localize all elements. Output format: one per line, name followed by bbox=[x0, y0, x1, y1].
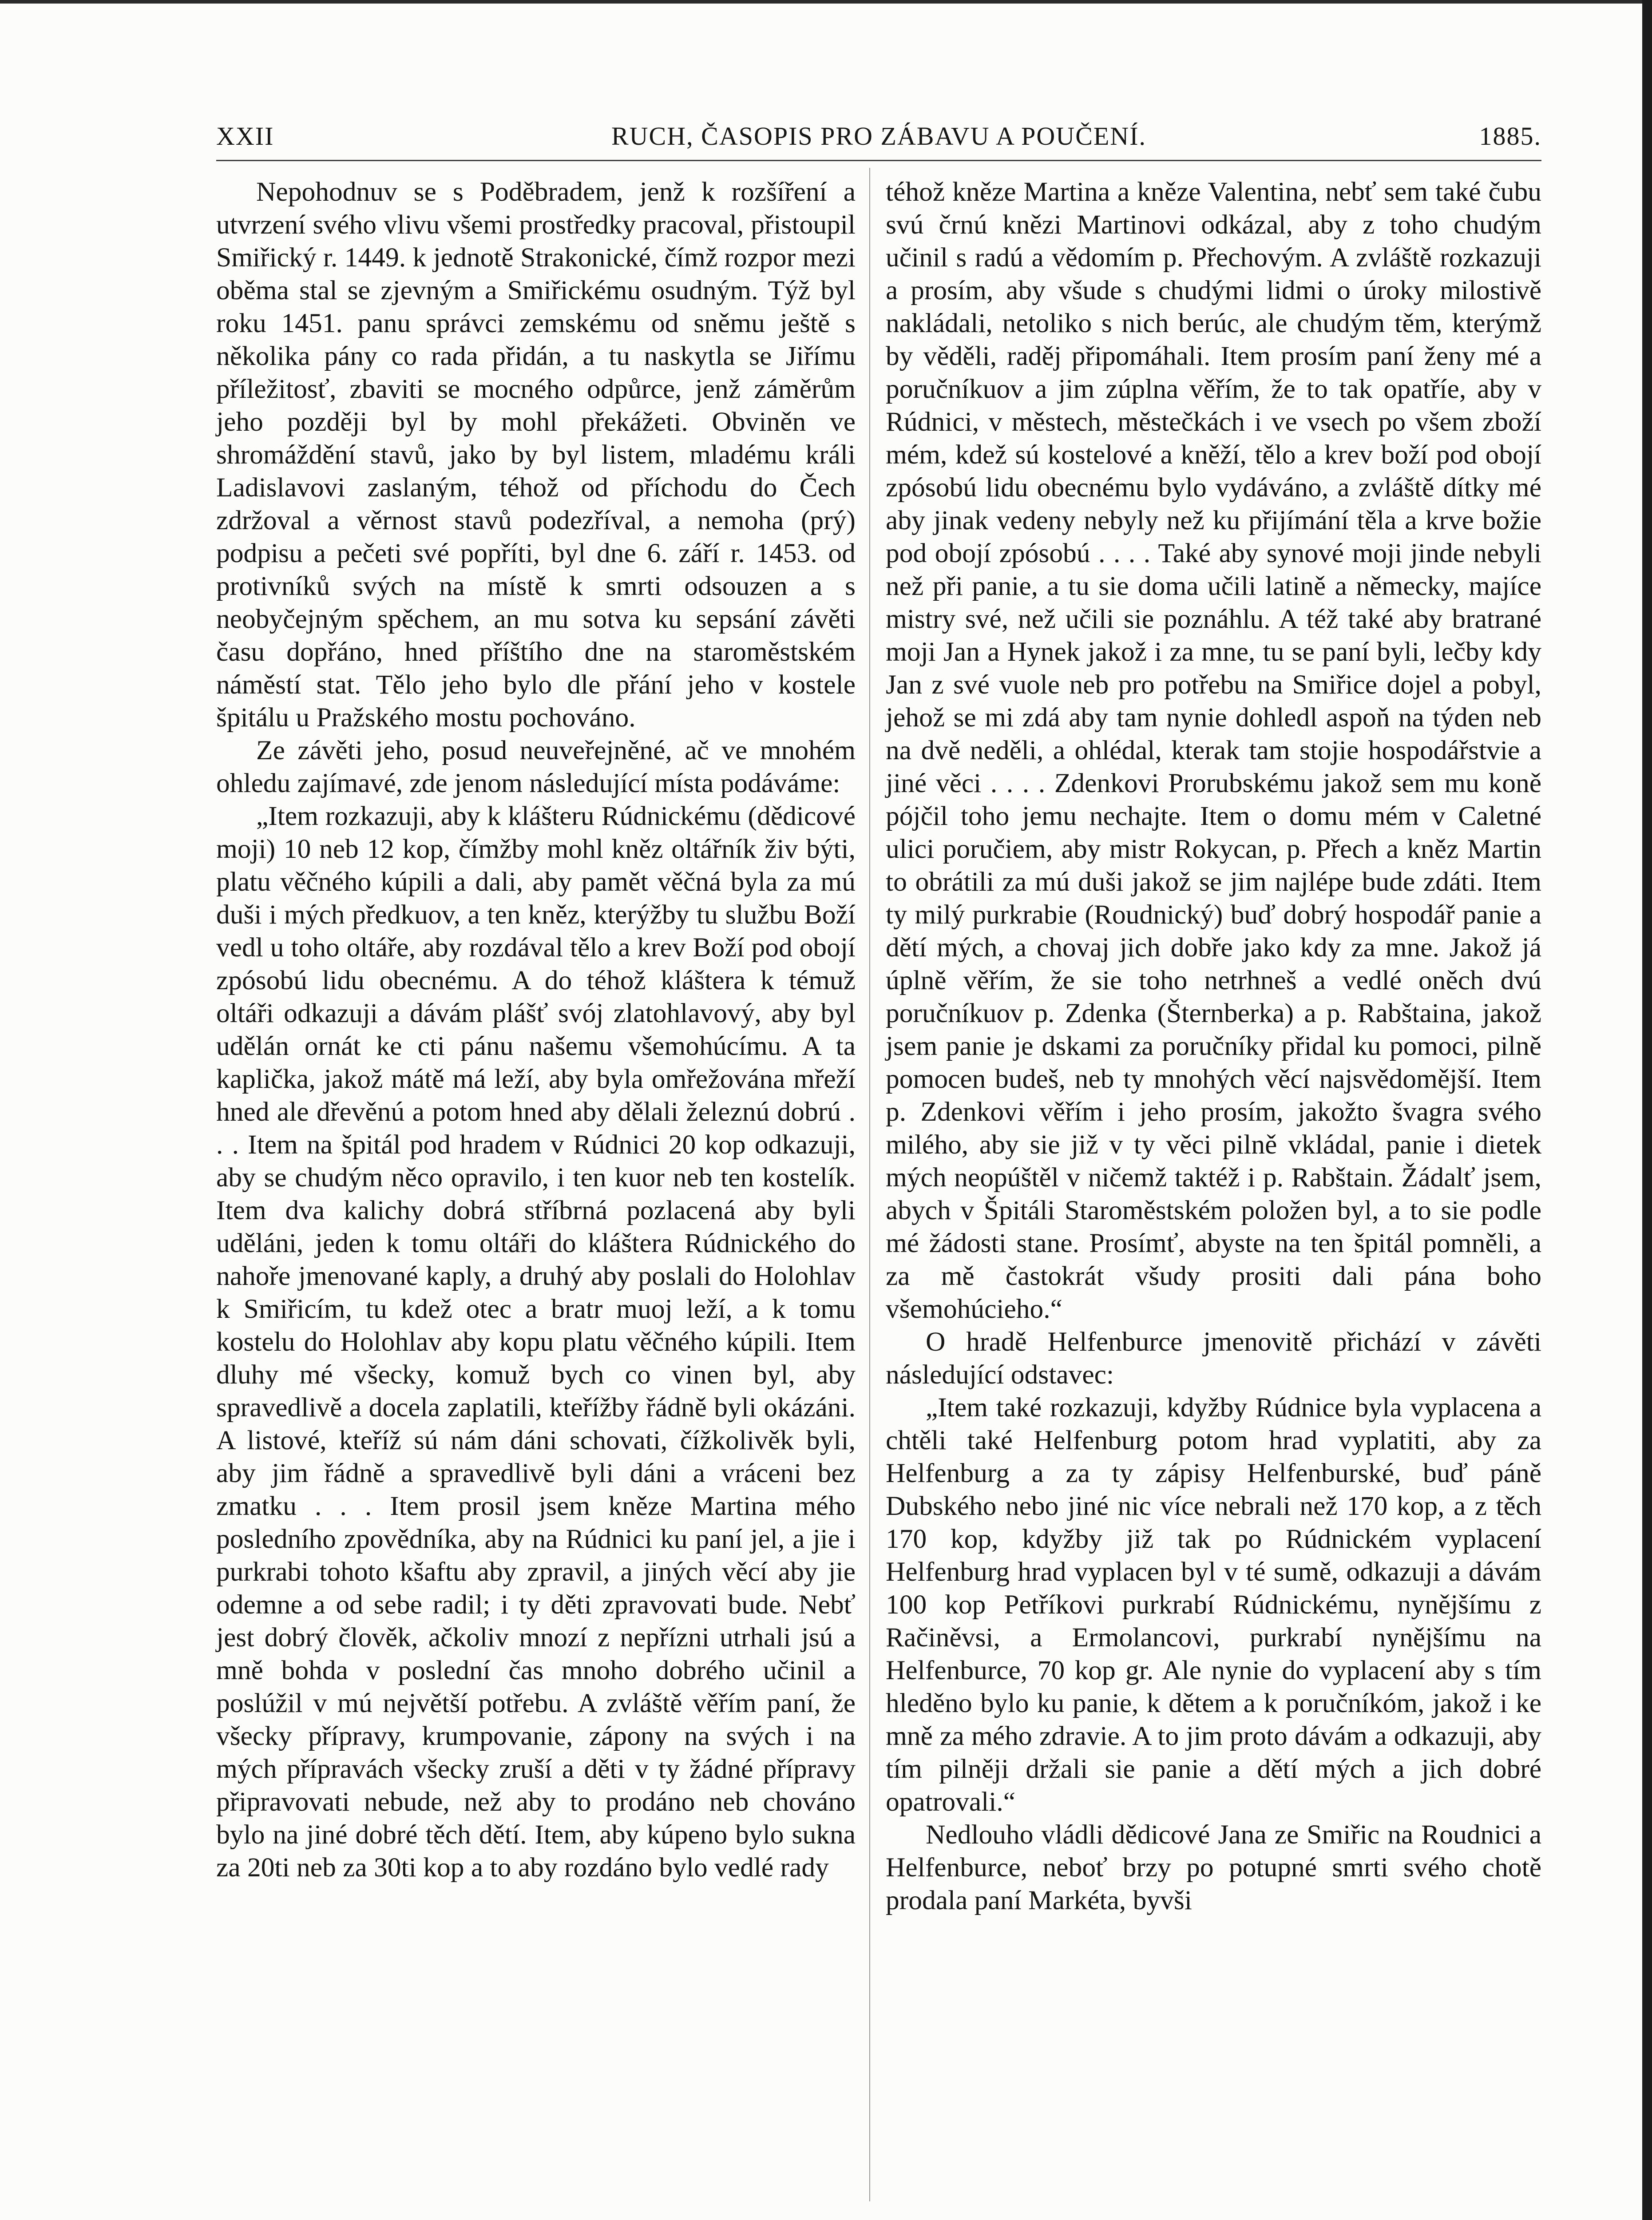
paragraph: „Item také rozkazuji, kdyžby Rúdnice byla vyplacena a chtěli také Helfenburg potom hrad vyplatiti, aby za Helfenburg a za ty zápisy Helfenburské, buď páně Dubského nebo jiné nic více nebrali než 170 kop, a z těch 170 kop, kdyžby již tak po Rúdnickém vyplacení Helfenburg hrad vyplacen byl v té sumě, odkazuji a dávám 100 kop Petříkovi purkrabí Rúdnickému, nynějšímu z Račiněvsi, a Ermolancovi, purkrabí nynějšímu na Helfenburce, 70 kop gr. Ale nynie do vyplacení aby s tím hleděno bylo ku panie, k dětem a k poručníkóm, jakož i ke mně za mého zdravie. A to jim proto dávám a odkazuji, aby tím pilněji držali sie panie a dětí mých a jich dobré opatrovali.“ bbox=[886, 1392, 1541, 1817]
page-number: XXII bbox=[216, 122, 274, 151]
scan-top-edge bbox=[0, 0, 1652, 4]
running-header bbox=[216, 121, 1541, 152]
journal-title: RUCH, ČASOPIS PRO ZÁBAVU A POUČENÍ. bbox=[611, 122, 1147, 151]
right-column bbox=[886, 175, 1541, 2200]
paragraph: „Item rozkazuji, aby k klášteru Rúdnickému (dědicové moji) 10 neb 12 kop, čímžby mohl kněz oltářník živ býti, platu věčného kúpili a dali, aby pamět věčná byla za mú duši i mých předkuov, a ten kněz, kterýžby tu službu Boží vedl u toho oltáře, aby rozdával tělo a krev Boží pod obojí zpósobú lidu obecnému. A do téhož kláštera k témuž oltáři odkazuji a dávám plášť svój zlatohlavový, aby byl udělán ornát ke cti pánu našemu všemohúcímu. A ta kaplička, jakož mátě má leží, aby byla omřežována mřeží hned ale dřevěnú a potom hned aby dělali železnú dobrú . . . Item na špitál pod hradem v Rúdnici 20 kop odkazuji, aby se chudým něco opravilo, i ten kuor neb ten kostelík. Item dva kalichy dobrá stříbrná pozlacená aby byli uděláni, jeden k tomu oltáři do kláštera Rúdnického do nahoře jmenované kaply, a druhý aby poslali do Holohlav k Smiřicím, tu kdež otec a bratr muoj leží, a k tomu kostelu do Holohlav aby kopu platu věčného kúpili. Item dluhy mé všecky, komuž bych co vinen byl, aby spravedlivě a docela zaplatili, kteřížby řádně byli okázáni. A listové, kteříž sú nám dáni schovati, čížkolivěk byli, aby jim řádně a spravedlivě byli dáni a vráceni bez zmatku . . . Item prosil jsem kněze Martina mého posledního zpovědníka, aby na Rúdnici ku paní jel, a jie i purkrabi tohoto kšaftu aby zpravil, a jiných věcí aby jie odemne a od sebe radil; i ty děti zpravovati bude. Nebť jest dobrý člověk, ačkoliv mnozí z nepřízni utrhali jsú a mně bohda v poslední čas mnoho dobrého učinil a poslúžil v mú největší potřebu. A zvláště věřím paní, že všecky přípravy, krumpovanie, zápony na svých i na mých přípravách všecky zruší a děti v ty žádné přípravy připravovati nebude, než aby to prodáno neb chováno bylo na jiné dobré těch dětí. Item, aby kúpeno bylo sukna za 20ti neb za 30ti kop a to aby rozdáno bylo vedlé rady bbox=[216, 801, 856, 1883]
paragraph: Nepohodnuv se s Poděbradem, jenž k rozšíření a utvrzení svého vlivu všemi prostředky pracoval, přistoupil Smiřický r. 1449. k jednotě Strakonické, čímž rozpor mezi oběma stal se zjevným a Smiřickému osudným. Týž byl roku 1451. panu správci zemskému od sněmu ještě s několika pány co rada přidán, a tu naskytla se Jiřímu příležitosť, zbaviti se mocného odpůrce, jenž záměrům jeho později byl by mohl překážeti. Obviněn ve shromáždění stavů, jako by byl listem, mladému králi Ladislavovi zaslaným, téhož od příchodu do Čech zdržoval a věrnost stavů podezříval, a nemoha (prý) podpisu a pečeti své popříti, byl dne 6. září r. 1453. od protivníků svých na místě k smrti odsouzen a s neobyčejným spěchem, an mu sotva ku sepsání závěti času dopřáno, hned příštího dne na staroměstském náměstí stat. Tělo jeho bylo dle přání jeho v kostele špitálu u Pražského mostu pochováno. bbox=[216, 177, 856, 733]
header-rule bbox=[216, 160, 1541, 161]
column-divider bbox=[869, 168, 870, 2201]
paragraph: O hradě Helfenburce jmenovitě přichází v závěti následující odstavec: bbox=[886, 1327, 1541, 1390]
left-column bbox=[216, 175, 856, 2200]
paragraph: téhož kněze Martina a kněze Valentina, nebť sem také čubu svú črnú knězi Martinovi odkázal, aby z toho chudým učinil s radú a vědomím p. Přechovým. A zvláště rozkazuji a prosím, aby všude s chudými lidmi o úroky milostivě nakládali, netoliko s nich berúc, ale chudým těm, kterýmž by věděli, raděj připomáhali. Item prosím paní ženy mé a poručníkuov a jim zúplna věřím, že to tak opatříe, aby v Rúdnici, v městech, městečkách i ve vsech po všem zboží mém, kdež sú kostelové a kněží, tělo a krev boží pod obojí zpósobú lidu obecnému bylo vydáváno, a zvláště dítky mé aby jinak vedeny nebyly než ku přijímání těla a krve božie pod obojí zpósobú . . . . Také aby synové moji jinde nebyli než při panie, a tu sie doma učili latině a německy, majíce mistry své, než učili sie poznáhlu. A též také aby bratrané moji Jan a Hynek jakož i za mne, tu se paní byli, lečby kdy Jan z své vuole neb pro potřebu na Smiřice dojel a pobyl, jehož se mi zdá aby tam nynie dohledl aspoň na týden neb na dvě neděli, a ohlédal, kterak tam stojie hospodářstvie a jiné věci . . . . Zdenkovi Prorubskému jakož sem mu koně pójčil toho jemu nechajte. Item o domu mém v Caletné ulici poručiem, aby mistr Rokycan, p. Přech a kněz Martin to obrátili za mú duši jakož se jim najlépe bude zdáti. Item ty milý purkrabie (Roudnický) buď dobrý hospodář panie a dětí mých, a chovaj jich dobře jako kdy za mne. Jakož já úplně věřím, že sie toho netrhneš a vedlé oněch dvú poručníkuov p. Zdenka (Šternberka) a p. Rabštaina, jakož jsem panie je dskami za poručníky přidal ku pomoci, pilně pomocen budeš, neb ty mnohých věcí najsvědomější. Item p. Zdenkovi věřím i jeho prosím, jakožto švagra svého milého, aby sie již v ty věci pilně vkládal, panie i dietek mých neopúštěl v ničemž taktéž i p. Rabštain. Žádalť jsem, abych v Špitáli Staroměstském položen byl, a to sie podle mé žádosti stane. Prosímť, abyste na ten špitál pomněli, a za mě častokrát všudy prositi dali pána boho všemohúcieho.“ bbox=[886, 177, 1541, 1324]
paragraph: Ze závěti jeho, posud neuveřejněné, ač ve mnohém ohledu zajímavé, zde jenom následující místa podáváme: bbox=[216, 735, 856, 798]
year: 1885. bbox=[1479, 122, 1541, 151]
paragraph: Nedlouho vládli dědicové Jana ze Smiřic na Roudnici a Helfenburce, neboť brzy po potupné smrti svého chotě prodala paní Markéta, byvši bbox=[886, 1820, 1541, 1915]
scan-right-edge bbox=[1642, 0, 1652, 2220]
